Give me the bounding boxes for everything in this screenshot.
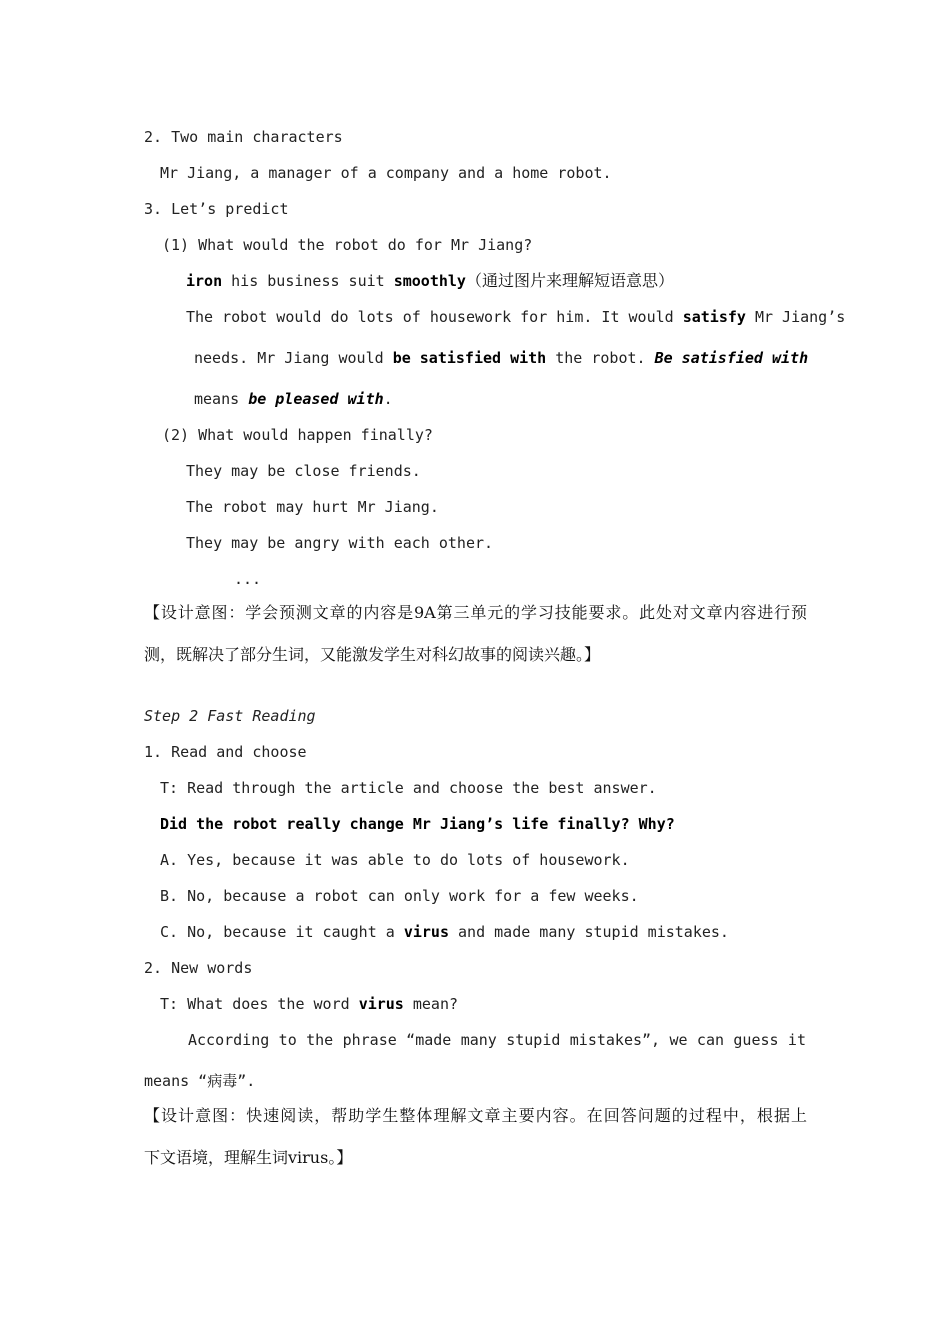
design-intent-2-line-2: 下文语境，理解生词virus。】 xyxy=(144,1148,353,1167)
design-intent-2-line-1: 【设计意图：快速阅读，帮助学生整体理解文章主要内容。在回答问题的过程中，根据上 xyxy=(144,1106,807,1125)
prediction-3: They may be angry with each other. xyxy=(186,534,494,552)
italic-be-satisfied-with: Be satisfied with xyxy=(654,349,809,367)
his-suit-text: his business suit xyxy=(222,272,394,290)
option-c xyxy=(160,923,729,941)
keyword-be-satisfied-with: be satisfied with xyxy=(392,349,547,367)
question-1: (1) What would the robot do for Mr Jiang? xyxy=(162,236,533,254)
text-span: . xyxy=(383,390,393,408)
according-line-1: According to the phrase “made many stupid mistakes”, we can guess it xyxy=(188,1031,806,1049)
answer-paragraph-line-2 xyxy=(194,349,808,367)
text-span: mean? xyxy=(403,995,459,1013)
keyword-smoothly: smoothly xyxy=(393,272,466,290)
text-span: needs. Mr Jiang would xyxy=(194,349,393,367)
design-intent-1-line-1: 【设计意图：学会预测文章的内容是9A第三单元的学习技能要求。此处对文章内容进行预 xyxy=(144,603,807,622)
chinese-note: （通过图片来理解短语意思） xyxy=(465,271,674,290)
text-span: The robot would do lots of housework for him. It would xyxy=(186,308,683,326)
keyword-virus-2: virus xyxy=(358,995,404,1013)
prediction-1: They may be close friends. xyxy=(186,462,421,480)
prediction-2: The robot may hurt Mr Jiang. xyxy=(186,498,439,516)
question-2: (2) What would happen finally? xyxy=(162,426,433,444)
teacher-instruction-2 xyxy=(160,995,458,1013)
text-span: C. No, because it caught a xyxy=(160,923,404,941)
choice-question: Did the robot really change Mr Jiang’s life finally? Why? xyxy=(160,815,675,833)
section-heading-predict: 3. Let’s predict xyxy=(144,200,289,218)
text-span: Mr Jiang’s xyxy=(745,308,846,326)
text-span: means xyxy=(194,390,249,408)
option-a: A. Yes, because it was able to do lots of housework. xyxy=(160,851,630,869)
keyword-satisfy: satisfy xyxy=(682,308,746,326)
design-intent-1-line-2: 测，既解决了部分生词，又能激发学生对科幻故事的阅读兴趣。】 xyxy=(144,645,601,664)
keyword-iron: iron xyxy=(186,272,223,290)
teacher-instruction-1: T: Read through the article and choose the best answer. xyxy=(160,779,657,797)
according-line-2: means “病毒”. xyxy=(144,1072,256,1090)
characters-text: Mr Jiang, a manager of a company and a home robot. xyxy=(160,164,612,182)
new-words-heading: 2. New words xyxy=(144,959,253,977)
keyword-virus: virus xyxy=(403,923,449,941)
answer-paragraph-line-3 xyxy=(194,390,393,408)
option-b: B. No, because a robot can only work for a few weeks. xyxy=(160,887,639,905)
ellipsis: ... xyxy=(234,570,262,588)
iron-line xyxy=(186,272,674,290)
read-and-choose-heading: 1. Read and choose xyxy=(144,743,307,761)
italic-be-pleased-with: be pleased with xyxy=(248,390,384,408)
text-span: T: What does the word xyxy=(160,995,359,1013)
answer-paragraph-line-1 xyxy=(186,308,846,326)
text-span: the robot. xyxy=(546,349,655,367)
text-span: and made many stupid mistakes. xyxy=(449,923,729,941)
step-2-title: Step 2 Fast Reading xyxy=(144,707,316,725)
section-heading-characters: 2. Two main characters xyxy=(144,128,343,146)
